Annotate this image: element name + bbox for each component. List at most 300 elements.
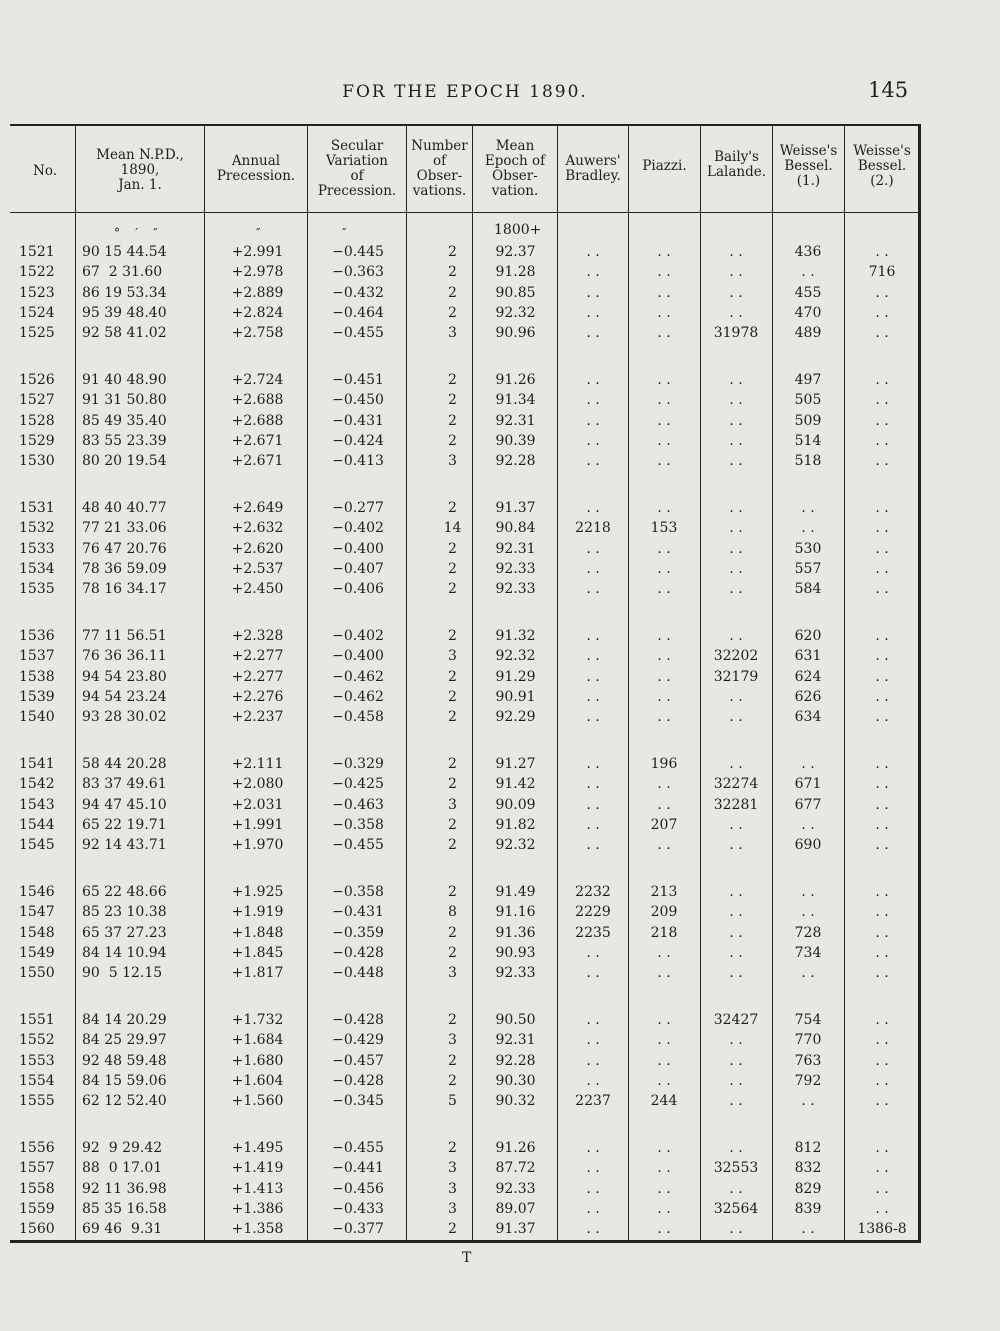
- annual-precession: +2.537: [231, 560, 284, 577]
- header-line: vation.: [491, 183, 539, 199]
- auwers-bradley: . .: [586, 453, 600, 470]
- mean-npd: 83 37 49.61: [82, 776, 167, 793]
- observation-count: 2: [448, 944, 457, 961]
- annual-precession: +1.560: [231, 1093, 284, 1110]
- weisse-bessel-1: 509: [794, 412, 822, 429]
- weisse-bessel-2: . .: [875, 453, 889, 470]
- weisse-bessel-1: . .: [801, 520, 815, 537]
- observation-count: 2: [448, 837, 457, 854]
- observation-count: 2: [448, 1012, 457, 1028]
- auwers-bradley: . .: [586, 560, 600, 577]
- secular-variation: −0.456: [332, 1180, 384, 1197]
- mean-epoch: 92.33: [495, 581, 536, 598]
- piazzi: . .: [657, 1180, 671, 1197]
- mean-npd: 92 14 43.71: [82, 837, 167, 854]
- observation-count: 2: [448, 1140, 457, 1156]
- weisse-bessel-2: . .: [875, 1160, 889, 1177]
- header-line: Lalande.: [707, 164, 766, 180]
- auwers-bradley: . .: [586, 628, 600, 644]
- baily-lalande: . .: [729, 1072, 743, 1089]
- mean-npd: 92 11 36.98: [82, 1180, 167, 1197]
- column-header-weisse1: [773, 144, 844, 189]
- piazzi: . .: [657, 412, 671, 429]
- observation-count: 5: [448, 1093, 457, 1110]
- piazzi: . .: [657, 1221, 671, 1238]
- weisse-bessel-2: . .: [875, 560, 889, 577]
- mean-epoch: 92.32: [495, 648, 536, 665]
- header-line: Secular: [330, 138, 384, 154]
- annual-precession: +2.991: [231, 244, 284, 260]
- unit-npd: ° ′ ″: [114, 226, 158, 240]
- unit-precession: ″: [256, 226, 261, 240]
- mean-npd: 76 36 36.11: [82, 648, 167, 665]
- observation-count: 2: [448, 924, 457, 941]
- weisse-bessel-1: . .: [801, 500, 815, 516]
- mean-epoch: 92.31: [495, 540, 536, 557]
- mean-npd: 65 37 27.23: [82, 924, 167, 941]
- piazzi: . .: [657, 1140, 671, 1156]
- mean-epoch: 91.26: [495, 372, 536, 388]
- weisse-bessel-2: . .: [875, 1072, 889, 1089]
- observation-count: 8: [448, 904, 457, 921]
- header-line: of: [350, 168, 364, 184]
- column-header-npd: [76, 148, 204, 193]
- mean-epoch: 91.26: [495, 1140, 536, 1156]
- header-line: (2.): [870, 173, 894, 189]
- annual-precession: +2.688: [231, 412, 284, 429]
- mean-npd: 90 15 44.54: [82, 244, 167, 260]
- star-number: 1527: [19, 392, 55, 409]
- auwers-bradley: . .: [586, 796, 600, 813]
- secular-variation: −0.358: [332, 816, 384, 833]
- header-line: Number: [411, 138, 468, 154]
- annual-precession: +1.358: [231, 1221, 284, 1238]
- observation-count: 2: [448, 304, 457, 321]
- observation-count: 3: [448, 325, 457, 342]
- star-number: 1544: [19, 816, 55, 833]
- auwers-bradley: . .: [586, 1200, 600, 1217]
- secular-variation: −0.431: [332, 412, 384, 429]
- observation-count: 2: [448, 284, 457, 301]
- annual-precession: +1.991: [231, 816, 284, 833]
- annual-precession: +1.386: [231, 1200, 284, 1217]
- weisse-bessel-1: 829: [794, 1180, 822, 1197]
- weisse-bessel-2: . .: [875, 709, 889, 726]
- unit-secular: ″: [342, 226, 347, 240]
- observation-count: 2: [448, 1221, 457, 1238]
- weisse-bessel-1: 624: [794, 668, 822, 685]
- star-number: 1549: [19, 944, 55, 961]
- observation-count: 2: [448, 776, 457, 793]
- auwers-bradley: . .: [586, 1160, 600, 1177]
- header-line: Baily's: [714, 149, 759, 165]
- weisse-bessel-2: . .: [875, 1052, 889, 1069]
- mean-npd: 84 25 29.97: [82, 1032, 167, 1049]
- piazzi: . .: [657, 372, 671, 388]
- footer-signature: T: [462, 1250, 472, 1266]
- observation-count: 2: [448, 264, 457, 281]
- header-line: 1890,: [120, 162, 160, 178]
- baily-lalande: 32202: [713, 648, 759, 665]
- observation-count: 3: [448, 1180, 457, 1197]
- baily-lalande: 32553: [713, 1160, 759, 1177]
- secular-variation: −0.424: [332, 432, 384, 449]
- auwers-bradley: . .: [586, 581, 600, 598]
- star-number: 1547: [19, 904, 55, 921]
- mean-npd: 85 35 16.58: [82, 1200, 167, 1217]
- piazzi: . .: [657, 668, 671, 685]
- mean-npd: 92 48 59.48: [82, 1052, 167, 1069]
- secular-variation: −0.345: [332, 1093, 384, 1110]
- weisse-bessel-2: 716: [868, 264, 896, 281]
- column-header-piazzi: [629, 159, 700, 174]
- annual-precession: +2.450: [231, 581, 284, 598]
- secular-variation: −0.363: [332, 264, 384, 281]
- annual-precession: +2.328: [231, 628, 284, 644]
- weisse-bessel-1: . .: [801, 1093, 815, 1110]
- secular-variation: −0.463: [332, 796, 384, 813]
- baily-lalande: . .: [729, 1093, 743, 1110]
- baily-lalande: . .: [729, 1052, 743, 1069]
- star-number: 1555: [19, 1093, 55, 1110]
- weisse-bessel-1: . .: [801, 884, 815, 900]
- piazzi: . .: [657, 500, 671, 516]
- weisse-bessel-1: 631: [794, 648, 822, 665]
- mean-npd: 90 5 12.15: [82, 965, 163, 982]
- annual-precession: +1.845: [231, 944, 284, 961]
- weisse-bessel-1: 489: [794, 325, 822, 342]
- header-line: Piazzi.: [642, 158, 687, 174]
- weisse-bessel-2: . .: [875, 1012, 889, 1028]
- auwers-bradley: . .: [586, 1180, 600, 1197]
- piazzi: . .: [657, 796, 671, 813]
- col-divider: [204, 124, 205, 1240]
- annual-precession: +2.724: [231, 372, 284, 388]
- weisse-bessel-1: . .: [801, 965, 815, 982]
- weisse-bessel-1: . .: [801, 816, 815, 833]
- star-number: 1557: [19, 1160, 55, 1177]
- weisse-bessel-1: 770: [794, 1032, 822, 1049]
- baily-lalande: . .: [729, 453, 743, 470]
- piazzi: 209: [650, 904, 678, 921]
- weisse-bessel-2: . .: [875, 500, 889, 516]
- piazzi: . .: [657, 392, 671, 409]
- mean-npd: 86 19 53.34: [82, 284, 167, 301]
- mean-npd: 69 46 9.31: [82, 1221, 163, 1238]
- secular-variation: −0.445: [332, 244, 384, 260]
- baily-lalande: . .: [729, 1140, 743, 1156]
- annual-precession: +2.671: [231, 432, 284, 449]
- mean-epoch: 91.36: [495, 924, 536, 941]
- observation-count: 2: [448, 372, 457, 388]
- mean-epoch: 89.07: [495, 1200, 536, 1217]
- secular-variation: −0.377: [332, 1221, 384, 1238]
- mean-npd: 94 54 23.80: [82, 668, 167, 685]
- mean-npd: 84 14 20.29: [82, 1012, 167, 1028]
- auwers-bradley: . .: [586, 1140, 600, 1156]
- weisse-bessel-1: 734: [794, 944, 822, 961]
- mean-npd: 94 47 45.10: [82, 796, 167, 813]
- header-line: Mean N.P.D.,: [96, 147, 184, 163]
- annual-precession: +2.649: [231, 500, 284, 516]
- mean-npd: 58 44 20.28: [82, 756, 167, 772]
- weisse-bessel-1: 557: [794, 560, 822, 577]
- weisse-bessel-1: 754: [794, 1012, 822, 1028]
- star-number: 1553: [19, 1052, 55, 1069]
- header-line: Obser-: [492, 168, 538, 184]
- secular-variation: −0.462: [332, 668, 384, 685]
- annual-precession: +1.848: [231, 924, 284, 941]
- auwers-bradley: . .: [586, 500, 600, 516]
- observation-count: 3: [448, 796, 457, 813]
- weisse-bessel-1: . .: [801, 756, 815, 772]
- baily-lalande: . .: [729, 560, 743, 577]
- piazzi: . .: [657, 688, 671, 705]
- column-header-precession: [205, 154, 307, 184]
- piazzi: . .: [657, 304, 671, 321]
- mean-npd: 48 40 40.77: [82, 500, 167, 516]
- secular-variation: −0.359: [332, 924, 384, 941]
- auwers-bradley: . .: [586, 965, 600, 982]
- annual-precession: +1.732: [231, 1012, 284, 1028]
- auwers-bradley: 2237: [575, 1093, 611, 1110]
- observation-count: 2: [448, 756, 457, 772]
- observation-count: 2: [448, 581, 457, 598]
- star-number: 1552: [19, 1032, 55, 1049]
- observation-count: 3: [448, 1032, 457, 1049]
- header-line: Annual: [231, 153, 281, 169]
- column-header-weisse2: [845, 144, 919, 189]
- mean-epoch: 90.96: [495, 325, 536, 342]
- observation-count: 3: [448, 1160, 457, 1177]
- baily-lalande: . .: [729, 304, 743, 321]
- star-number: 1524: [19, 304, 55, 321]
- secular-variation: −0.457: [332, 1052, 384, 1069]
- star-number: 1538: [19, 668, 55, 685]
- observation-count: 14: [443, 520, 462, 537]
- annual-precession: +1.419: [231, 1160, 284, 1177]
- mean-npd: 77 21 33.06: [82, 520, 167, 537]
- auwers-bradley: . .: [586, 709, 600, 726]
- mean-epoch: 92.31: [495, 412, 536, 429]
- mean-epoch: 91.32: [495, 628, 536, 644]
- header-line: Bessel.: [857, 158, 907, 174]
- mean-epoch: 90.91: [495, 688, 536, 705]
- auwers-bradley: . .: [586, 756, 600, 772]
- weisse-bessel-2: . .: [875, 581, 889, 598]
- col-divider: [406, 124, 407, 1240]
- weisse-bessel-1: 436: [794, 244, 822, 260]
- weisse-bessel-1: 634: [794, 709, 822, 726]
- mean-epoch: 91.16: [495, 904, 536, 921]
- mean-epoch: 90.93: [495, 944, 536, 961]
- mean-npd: 83 55 23.39: [82, 432, 167, 449]
- observation-count: 2: [448, 1072, 457, 1089]
- header-line: Variation: [326, 153, 388, 169]
- observation-count: 2: [448, 500, 457, 516]
- baily-lalande: . .: [729, 372, 743, 388]
- mean-npd: 84 14 10.94: [82, 944, 167, 961]
- piazzi: . .: [657, 1052, 671, 1069]
- weisse-bessel-2: . .: [875, 412, 889, 429]
- piazzi: . .: [657, 1072, 671, 1089]
- mean-epoch: 91.34: [495, 392, 536, 409]
- weisse-bessel-1: 470: [794, 304, 822, 321]
- weisse-bessel-2: . .: [875, 1140, 889, 1156]
- baily-lalande: . .: [729, 540, 743, 557]
- weisse-bessel-2: . .: [875, 432, 889, 449]
- header-line: Mean: [495, 138, 535, 154]
- annual-precession: +2.889: [231, 284, 284, 301]
- star-number: 1526: [19, 372, 55, 388]
- header-line: Weisse's: [853, 143, 911, 159]
- observation-count: 2: [448, 884, 457, 900]
- piazzi: . .: [657, 453, 671, 470]
- secular-variation: −0.448: [332, 965, 384, 982]
- annual-precession: +1.970: [231, 837, 284, 854]
- annual-precession: +2.277: [231, 648, 284, 665]
- table-header-rule: [10, 212, 920, 213]
- star-number: 1537: [19, 648, 55, 665]
- header-line: Auwers': [565, 153, 621, 169]
- weisse-bessel-2: . .: [875, 304, 889, 321]
- star-number: 1536: [19, 628, 55, 644]
- secular-variation: −0.431: [332, 904, 384, 921]
- secular-variation: −0.406: [332, 581, 384, 598]
- baily-lalande: 32281: [713, 796, 759, 813]
- auwers-bradley: . .: [586, 944, 600, 961]
- baily-lalande: . .: [729, 628, 743, 644]
- annual-precession: +2.824: [231, 304, 284, 321]
- auwers-bradley: . .: [586, 648, 600, 665]
- secular-variation: −0.400: [332, 648, 384, 665]
- weisse-bessel-1: 690: [794, 837, 822, 854]
- column-header-auwers: [558, 154, 628, 184]
- baily-lalande: . .: [729, 244, 743, 260]
- baily-lalande: . .: [729, 284, 743, 301]
- piazzi: . .: [657, 1032, 671, 1049]
- star-number: 1548: [19, 924, 55, 941]
- secular-variation: −0.402: [332, 520, 384, 537]
- mean-epoch: 92.33: [495, 1180, 536, 1197]
- annual-precession: +2.671: [231, 453, 284, 470]
- baily-lalande: 32427: [713, 1012, 759, 1028]
- weisse-bessel-1: 514: [794, 432, 822, 449]
- mean-epoch: 91.37: [495, 500, 536, 516]
- star-number: 1546: [19, 884, 55, 900]
- baily-lalande: . .: [729, 924, 743, 941]
- header-line: Precession.: [317, 183, 397, 199]
- star-number: 1542: [19, 776, 55, 793]
- mean-npd: 77 11 56.51: [82, 628, 167, 644]
- weisse-bessel-2: . .: [875, 965, 889, 982]
- weisse-bessel-2: . .: [875, 648, 889, 665]
- baily-lalande: 32179: [713, 668, 759, 685]
- auwers-bradley: . .: [586, 668, 600, 685]
- annual-precession: +2.632: [231, 520, 284, 537]
- star-number: 1521: [19, 244, 55, 260]
- secular-variation: −0.413: [332, 453, 384, 470]
- observation-count: 2: [448, 244, 457, 260]
- piazzi: . .: [657, 244, 671, 260]
- annual-precession: +1.817: [231, 965, 284, 982]
- mean-epoch: 92.28: [495, 1052, 536, 1069]
- annual-precession: +1.925: [231, 884, 284, 900]
- mean-npd: 85 49 35.40: [82, 412, 167, 429]
- baily-lalande: . .: [729, 965, 743, 982]
- auwers-bradley: . .: [586, 392, 600, 409]
- star-number: 1559: [19, 1200, 55, 1217]
- star-number: 1541: [19, 756, 55, 772]
- annual-precession: +2.276: [231, 688, 284, 705]
- piazzi: . .: [657, 944, 671, 961]
- piazzi: . .: [657, 628, 671, 644]
- weisse-bessel-2: . .: [875, 520, 889, 537]
- weisse-bessel-2: . .: [875, 816, 889, 833]
- observation-count: 2: [448, 540, 457, 557]
- mean-epoch: 92.33: [495, 965, 536, 982]
- weisse-bessel-2: . .: [875, 372, 889, 388]
- observation-count: 2: [448, 432, 457, 449]
- mean-epoch: 92.28: [495, 453, 536, 470]
- weisse-bessel-2: . .: [875, 776, 889, 793]
- weisse-bessel-2: . .: [875, 325, 889, 342]
- star-number: 1551: [19, 1012, 55, 1028]
- weisse-bessel-2: . .: [875, 668, 889, 685]
- observation-count: 2: [448, 392, 457, 409]
- weisse-bessel-2: . .: [875, 540, 889, 557]
- observation-count: 2: [448, 560, 457, 577]
- baily-lalande: 31978: [713, 325, 759, 342]
- secular-variation: −0.329: [332, 756, 384, 772]
- mean-epoch: 91.82: [495, 816, 536, 833]
- mean-npd: 93 28 30.02: [82, 709, 167, 726]
- piazzi: 153: [650, 520, 678, 537]
- secular-variation: −0.441: [332, 1160, 384, 1177]
- auwers-bradley: . .: [586, 1012, 600, 1028]
- mean-npd: 88 0 17.01: [82, 1160, 163, 1177]
- mean-epoch: 92.32: [495, 837, 536, 854]
- secular-variation: −0.407: [332, 560, 384, 577]
- annual-precession: +2.111: [231, 756, 284, 772]
- baily-lalande: . .: [729, 884, 743, 900]
- weisse-bessel-1: 584: [794, 581, 822, 598]
- auwers-bradley: . .: [586, 284, 600, 301]
- annual-precession: +1.495: [231, 1140, 284, 1156]
- observation-count: 2: [448, 688, 457, 705]
- star-number: 1539: [19, 688, 55, 705]
- mean-epoch: 90.09: [495, 796, 536, 813]
- mean-npd: 94 54 23.24: [82, 688, 167, 705]
- weisse-bessel-1: 792: [794, 1072, 822, 1089]
- piazzi: . .: [657, 965, 671, 982]
- baily-lalande: . .: [729, 837, 743, 854]
- weisse-bessel-2: . .: [875, 756, 889, 772]
- auwers-bradley: . .: [586, 1221, 600, 1238]
- star-number: 1528: [19, 412, 55, 429]
- baily-lalande: . .: [729, 392, 743, 409]
- mean-npd: 76 47 20.76: [82, 540, 167, 557]
- weisse-bessel-2: . .: [875, 392, 889, 409]
- annual-precession: +2.237: [231, 709, 284, 726]
- mean-npd: 67 2 31.60: [82, 264, 163, 281]
- piazzi: . .: [657, 709, 671, 726]
- header-line: No.: [33, 163, 57, 179]
- piazzi: 213: [650, 884, 678, 900]
- weisse-bessel-2: . .: [875, 688, 889, 705]
- page-number: 145: [868, 78, 909, 102]
- auwers-bradley: . .: [586, 1052, 600, 1069]
